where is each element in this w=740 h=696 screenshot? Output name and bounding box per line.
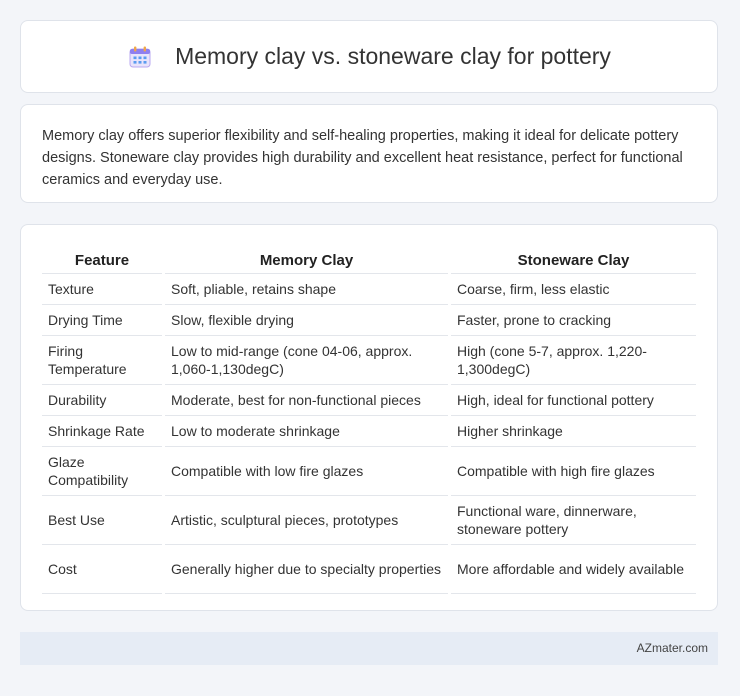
- stoneware-clay-cell: Coarse, firm, less elastic: [451, 274, 696, 305]
- memory-clay-cell: Moderate, best for non-functional pieces: [165, 385, 448, 416]
- page-title: Memory clay vs. stoneware clay for pottery: [175, 43, 611, 69]
- stoneware-clay-cell: Higher shrinkage: [451, 416, 696, 447]
- footer-brand-link[interactable]: AZmater.com: [636, 641, 708, 655]
- stoneware-clay-cell: High, ideal for functional pottery: [451, 385, 696, 416]
- memory-clay-cell: Low to moderate shrinkage: [165, 416, 448, 447]
- column-header-feature: Feature: [42, 243, 162, 274]
- memory-clay-cell: Generally higher due to specialty properties: [165, 545, 448, 594]
- stoneware-clay-cell: Faster, prone to cracking: [451, 305, 696, 336]
- stoneware-clay-cell: Compatible with high fire glazes: [451, 447, 696, 496]
- comparison-table: [39, 243, 699, 594]
- intro-card: [20, 104, 718, 203]
- memory-clay-cell: Soft, pliable, retains shape: [165, 274, 448, 305]
- calendar-icon: [127, 44, 153, 70]
- feature-cell: Drying Time: [42, 305, 162, 336]
- feature-cell: Best Use: [42, 496, 162, 545]
- feature-cell: Shrinkage Rate: [42, 416, 162, 447]
- footer: [20, 632, 718, 665]
- feature-cell: Durability: [42, 385, 162, 416]
- intro-text: Memory clay offers superior flexibility and self-healing properties, making it ideal for delicate pottery designs. Stoneware clay provides high durability and excellent heat resistance, perfect for functional ceramics and everyday use.: [42, 128, 683, 188]
- table-row: [42, 496, 696, 545]
- feature-cell: Cost: [42, 545, 162, 594]
- memory-clay-cell: Low to mid-range (cone 04-06, approx. 1,060-1,130degC): [165, 336, 448, 385]
- table-row: [42, 274, 696, 305]
- memory-clay-cell: Artistic, sculptural pieces, prototypes: [165, 496, 448, 545]
- comparison-card: [20, 224, 718, 611]
- table-row: [42, 545, 696, 594]
- feature-cell: Glaze Compatibility: [42, 447, 162, 496]
- feature-cell: Texture: [42, 274, 162, 305]
- table-row: [42, 385, 696, 416]
- stoneware-clay-cell: More affordable and widely available: [451, 545, 696, 594]
- stoneware-clay-cell: High (cone 5-7, approx. 1,220-1,300degC): [451, 336, 696, 385]
- table-row: [42, 336, 696, 385]
- memory-clay-cell: Compatible with low fire glazes: [165, 447, 448, 496]
- column-header-stoneware-clay: Stoneware Clay: [451, 243, 696, 274]
- title-card: [20, 20, 718, 93]
- table-header-row: [42, 243, 696, 274]
- table-row: [42, 416, 696, 447]
- column-header-memory-clay: Memory Clay: [165, 243, 448, 274]
- memory-clay-cell: Slow, flexible drying: [165, 305, 448, 336]
- stoneware-clay-cell: Functional ware, dinnerware, stoneware pottery: [451, 496, 696, 545]
- table-row: [42, 305, 696, 336]
- feature-cell: Firing Temperature: [42, 336, 162, 385]
- table-row: [42, 447, 696, 496]
